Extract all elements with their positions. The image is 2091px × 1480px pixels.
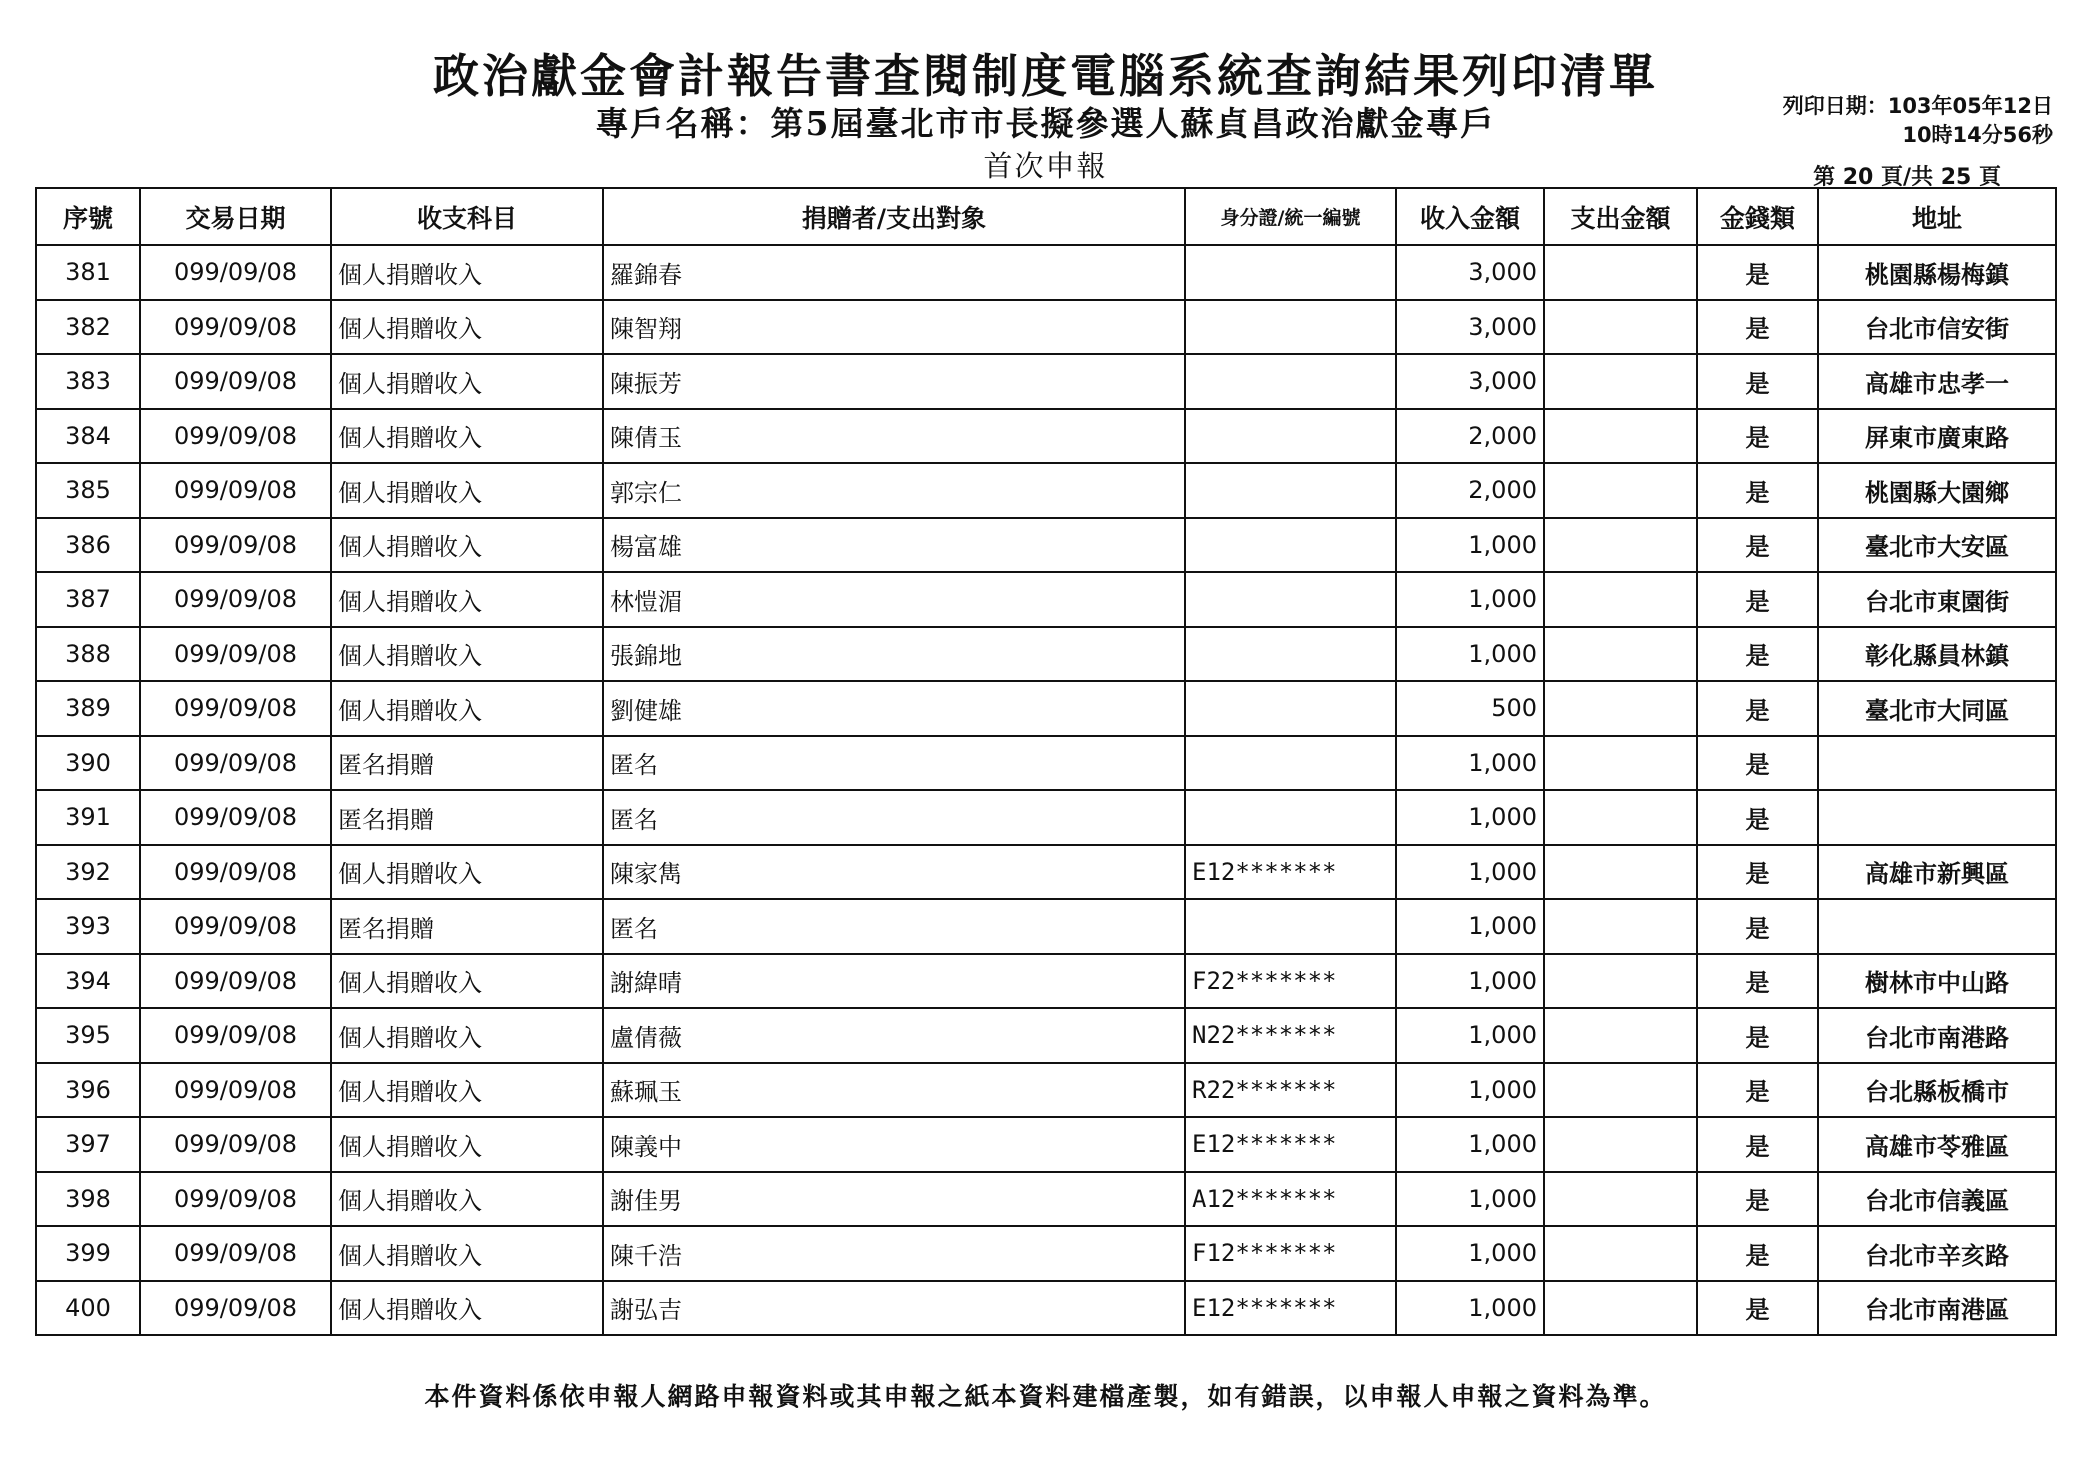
monetary-flag-cell: 是 bbox=[1697, 899, 1818, 954]
donor-name-cell: 陳智翔 bbox=[603, 300, 1185, 355]
id-number-cell bbox=[1185, 681, 1396, 736]
row-number-cell: 395 bbox=[36, 1008, 140, 1063]
transaction-date-cell: 099/09/08 bbox=[140, 790, 331, 845]
expense-amount-cell bbox=[1544, 245, 1697, 300]
donor-name-cell: 匿名 bbox=[603, 736, 1185, 791]
transaction-date-cell: 099/09/08 bbox=[140, 409, 331, 464]
column-header: 捐贈者/支出對象 bbox=[603, 188, 1185, 245]
expense-amount-cell bbox=[1544, 518, 1697, 573]
category-cell: 個人捐贈收入 bbox=[331, 300, 603, 355]
monetary-flag-cell: 是 bbox=[1697, 790, 1818, 845]
donor-name-cell: 陳倩玉 bbox=[603, 409, 1185, 464]
income-amount-cell: 1,000 bbox=[1396, 1008, 1544, 1063]
expense-amount-cell bbox=[1544, 300, 1697, 355]
category-cell: 個人捐贈收入 bbox=[331, 681, 603, 736]
expense-amount-cell bbox=[1544, 681, 1697, 736]
donor-name-cell: 劉健雄 bbox=[603, 681, 1185, 736]
table-row bbox=[36, 681, 2056, 736]
row-number-cell: 398 bbox=[36, 1172, 140, 1227]
row-number-cell: 393 bbox=[36, 899, 140, 954]
transaction-date-cell: 099/09/08 bbox=[140, 1172, 331, 1227]
income-amount-cell: 1,000 bbox=[1396, 954, 1544, 1009]
address-cell: 屏東市廣東路 bbox=[1818, 409, 2056, 464]
report-title: 政治獻金會計報告書查閱制度電腦系統查詢結果列印清單 bbox=[433, 49, 1658, 103]
transaction-date-cell: 099/09/08 bbox=[140, 1063, 331, 1118]
income-amount-cell: 1,000 bbox=[1396, 518, 1544, 573]
income-amount-cell: 1,000 bbox=[1396, 1226, 1544, 1281]
expense-amount-cell bbox=[1544, 1117, 1697, 1172]
monetary-flag-cell: 是 bbox=[1697, 572, 1818, 627]
monetary-flag-cell: 是 bbox=[1697, 681, 1818, 736]
id-number-cell bbox=[1185, 790, 1396, 845]
address-cell: 臺北市大安區 bbox=[1818, 518, 2056, 573]
column-header: 身分證/統一編號 bbox=[1185, 188, 1396, 245]
donor-name-cell: 陳千浩 bbox=[603, 1226, 1185, 1281]
id-number-cell: A12******* bbox=[1185, 1172, 1396, 1227]
id-number-cell bbox=[1185, 354, 1396, 409]
table-row bbox=[36, 572, 2056, 627]
address-cell bbox=[1818, 899, 2056, 954]
id-number-cell: F22******* bbox=[1185, 954, 1396, 1009]
expense-amount-cell bbox=[1544, 572, 1697, 627]
id-number-cell bbox=[1185, 409, 1396, 464]
category-cell: 個人捐贈收入 bbox=[331, 245, 603, 300]
row-number-cell: 386 bbox=[36, 518, 140, 573]
address-cell: 樹林市中山路 bbox=[1818, 954, 2056, 1009]
table-row bbox=[36, 1008, 2056, 1063]
transaction-date-cell: 099/09/08 bbox=[140, 954, 331, 1009]
address-cell: 彰化縣員林鎮 bbox=[1818, 627, 2056, 682]
category-cell: 個人捐贈收入 bbox=[331, 954, 603, 1009]
transaction-date-cell: 099/09/08 bbox=[140, 354, 331, 409]
id-number-cell bbox=[1185, 300, 1396, 355]
donor-name-cell: 陳家雋 bbox=[603, 845, 1185, 900]
expense-amount-cell bbox=[1544, 1172, 1697, 1227]
table-header-row bbox=[36, 188, 2056, 245]
expense-amount-cell bbox=[1544, 1063, 1697, 1118]
category-cell: 匿名捐贈 bbox=[331, 736, 603, 791]
category-cell: 匿名捐贈 bbox=[331, 899, 603, 954]
expense-amount-cell bbox=[1544, 627, 1697, 682]
donor-name-cell: 楊富雄 bbox=[603, 518, 1185, 573]
transaction-date-cell: 099/09/08 bbox=[140, 518, 331, 573]
transaction-date-cell: 099/09/08 bbox=[140, 1281, 331, 1336]
column-header: 收支科目 bbox=[331, 188, 603, 245]
address-cell bbox=[1818, 736, 2056, 791]
table-row bbox=[36, 409, 2056, 464]
category-cell: 個人捐贈收入 bbox=[331, 463, 603, 518]
transaction-date-cell: 099/09/08 bbox=[140, 899, 331, 954]
donor-name-cell: 蘇珮玉 bbox=[603, 1063, 1185, 1118]
id-number-cell bbox=[1185, 572, 1396, 627]
income-amount-cell: 3,000 bbox=[1396, 354, 1544, 409]
monetary-flag-cell: 是 bbox=[1697, 409, 1818, 464]
address-cell: 高雄市忠孝一 bbox=[1818, 354, 2056, 409]
monetary-flag-cell: 是 bbox=[1697, 518, 1818, 573]
category-cell: 個人捐贈收入 bbox=[331, 518, 603, 573]
donor-name-cell: 謝佳男 bbox=[603, 1172, 1185, 1227]
id-number-cell: E12******* bbox=[1185, 1117, 1396, 1172]
donor-name-cell: 林愷湄 bbox=[603, 572, 1185, 627]
category-cell: 匿名捐贈 bbox=[331, 790, 603, 845]
address-cell: 桃園縣楊梅鎮 bbox=[1818, 245, 2056, 300]
address-cell: 台北市南港區 bbox=[1818, 1281, 2056, 1336]
address-cell: 台北市信義區 bbox=[1818, 1172, 2056, 1227]
monetary-flag-cell: 是 bbox=[1697, 1117, 1818, 1172]
donor-name-cell: 張錦地 bbox=[603, 627, 1185, 682]
table-row bbox=[36, 899, 2056, 954]
table-row bbox=[36, 736, 2056, 791]
expense-amount-cell bbox=[1544, 954, 1697, 1009]
monetary-flag-cell: 是 bbox=[1697, 463, 1818, 518]
expense-amount-cell bbox=[1544, 845, 1697, 900]
category-cell: 個人捐贈收入 bbox=[331, 1117, 603, 1172]
address-cell: 台北市信安街 bbox=[1818, 300, 2056, 355]
table-row bbox=[36, 300, 2056, 355]
expense-amount-cell bbox=[1544, 1281, 1697, 1336]
address-cell: 高雄市苓雅區 bbox=[1818, 1117, 2056, 1172]
address-cell: 臺北市大同區 bbox=[1818, 681, 2056, 736]
transaction-date-cell: 099/09/08 bbox=[140, 681, 331, 736]
print-time: 10時14分56秒 bbox=[1902, 123, 2053, 147]
category-cell: 個人捐贈收入 bbox=[331, 1063, 603, 1118]
monetary-flag-cell: 是 bbox=[1697, 354, 1818, 409]
table-body bbox=[36, 245, 2056, 1335]
table-row bbox=[36, 1281, 2056, 1336]
income-amount-cell: 1,000 bbox=[1396, 572, 1544, 627]
address-cell: 台北市辛亥路 bbox=[1818, 1226, 2056, 1281]
id-number-cell bbox=[1185, 245, 1396, 300]
income-amount-cell: 1,000 bbox=[1396, 845, 1544, 900]
table-row bbox=[36, 954, 2056, 1009]
row-number-cell: 390 bbox=[36, 736, 140, 791]
id-number-cell: N22******* bbox=[1185, 1008, 1396, 1063]
expense-amount-cell bbox=[1544, 1008, 1697, 1063]
address-cell: 高雄市新興區 bbox=[1818, 845, 2056, 900]
table-row bbox=[36, 1117, 2056, 1172]
income-amount-cell: 1,000 bbox=[1396, 736, 1544, 791]
address-cell: 台北市南港路 bbox=[1818, 1008, 2056, 1063]
column-header: 收入金額 bbox=[1396, 188, 1544, 245]
category-cell: 個人捐贈收入 bbox=[331, 1226, 603, 1281]
row-number-cell: 399 bbox=[36, 1226, 140, 1281]
page-info: 第 20 頁/共 25 頁 bbox=[1813, 165, 2001, 190]
income-amount-cell: 3,000 bbox=[1396, 245, 1544, 300]
transaction-date-cell: 099/09/08 bbox=[140, 1008, 331, 1063]
donor-name-cell: 匿名 bbox=[603, 790, 1185, 845]
column-header: 地址 bbox=[1818, 188, 2056, 245]
category-cell: 個人捐贈收入 bbox=[331, 1172, 603, 1227]
transaction-date-cell: 099/09/08 bbox=[140, 300, 331, 355]
table-row bbox=[36, 245, 2056, 300]
income-amount-cell: 1,000 bbox=[1396, 1117, 1544, 1172]
income-amount-cell: 2,000 bbox=[1396, 409, 1544, 464]
donation-ledger-table bbox=[35, 187, 2057, 1336]
id-number-cell bbox=[1185, 463, 1396, 518]
row-number-cell: 388 bbox=[36, 627, 140, 682]
category-cell: 個人捐贈收入 bbox=[331, 409, 603, 464]
donor-name-cell: 謝弘吉 bbox=[603, 1281, 1185, 1336]
row-number-cell: 400 bbox=[36, 1281, 140, 1336]
monetary-flag-cell: 是 bbox=[1697, 954, 1818, 1009]
print-datetime bbox=[1673, 92, 2053, 150]
row-number-cell: 382 bbox=[36, 300, 140, 355]
donor-name-cell: 郭宗仁 bbox=[603, 463, 1185, 518]
category-cell: 個人捐贈收入 bbox=[331, 354, 603, 409]
column-header: 序號 bbox=[36, 188, 140, 245]
donor-name-cell: 盧倩薇 bbox=[603, 1008, 1185, 1063]
table-row bbox=[36, 1226, 2056, 1281]
row-number-cell: 396 bbox=[36, 1063, 140, 1118]
donor-name-cell: 陳振芳 bbox=[603, 354, 1185, 409]
address-cell: 台北縣板橋市 bbox=[1818, 1063, 2056, 1118]
disclaimer-note: 本件資料係依申報人網路申報資料或其申報之紙本資料建檔產製，如有錯誤，以申報人申報之資料為準。 bbox=[424, 1382, 1667, 1411]
id-number-cell: E12******* bbox=[1185, 845, 1396, 900]
id-number-cell bbox=[1185, 899, 1396, 954]
row-number-cell: 384 bbox=[36, 409, 140, 464]
id-number-cell bbox=[1185, 627, 1396, 682]
monetary-flag-cell: 是 bbox=[1697, 1063, 1818, 1118]
donor-name-cell: 匿名 bbox=[603, 899, 1185, 954]
table-row bbox=[36, 845, 2056, 900]
row-number-cell: 394 bbox=[36, 954, 140, 1009]
transaction-date-cell: 099/09/08 bbox=[140, 463, 331, 518]
address-cell: 桃園縣大園鄉 bbox=[1818, 463, 2056, 518]
column-header: 交易日期 bbox=[140, 188, 331, 245]
transaction-date-cell: 099/09/08 bbox=[140, 845, 331, 900]
expense-amount-cell bbox=[1544, 790, 1697, 845]
monetary-flag-cell: 是 bbox=[1697, 627, 1818, 682]
id-number-cell: R22******* bbox=[1185, 1063, 1396, 1118]
table-row bbox=[36, 790, 2056, 845]
account-name: 專戶名稱：第5屆臺北市市長擬參選人蘇貞昌政治獻金專戶 bbox=[595, 104, 1496, 143]
income-amount-cell: 1,000 bbox=[1396, 790, 1544, 845]
monetary-flag-cell: 是 bbox=[1697, 845, 1818, 900]
table-row bbox=[36, 1063, 2056, 1118]
donor-name-cell: 羅錦春 bbox=[603, 245, 1185, 300]
report-type: 首次申報 bbox=[983, 149, 1108, 183]
expense-amount-cell bbox=[1544, 899, 1697, 954]
income-amount-cell: 1,000 bbox=[1396, 1063, 1544, 1118]
monetary-flag-cell: 是 bbox=[1697, 1281, 1818, 1336]
transaction-date-cell: 099/09/08 bbox=[140, 1226, 331, 1281]
transaction-date-cell: 099/09/08 bbox=[140, 1117, 331, 1172]
transaction-date-cell: 099/09/08 bbox=[140, 627, 331, 682]
id-number-cell bbox=[1185, 518, 1396, 573]
income-amount-cell: 500 bbox=[1396, 681, 1544, 736]
row-number-cell: 391 bbox=[36, 790, 140, 845]
transaction-date-cell: 099/09/08 bbox=[140, 736, 331, 791]
row-number-cell: 397 bbox=[36, 1117, 140, 1172]
row-number-cell: 389 bbox=[36, 681, 140, 736]
table-row bbox=[36, 463, 2056, 518]
row-number-cell: 381 bbox=[36, 245, 140, 300]
income-amount-cell: 1,000 bbox=[1396, 1172, 1544, 1227]
donor-name-cell: 謝緯晴 bbox=[603, 954, 1185, 1009]
income-amount-cell: 1,000 bbox=[1396, 899, 1544, 954]
table-row bbox=[36, 627, 2056, 682]
id-number-cell: F12******* bbox=[1185, 1226, 1396, 1281]
row-number-cell: 383 bbox=[36, 354, 140, 409]
address-cell: 台北市東園街 bbox=[1818, 572, 2056, 627]
income-amount-cell: 2,000 bbox=[1396, 463, 1544, 518]
monetary-flag-cell: 是 bbox=[1697, 1008, 1818, 1063]
income-amount-cell: 1,000 bbox=[1396, 1281, 1544, 1336]
print-date: 列印日期：103年05年12日 bbox=[1782, 94, 2053, 118]
row-number-cell: 392 bbox=[36, 845, 140, 900]
row-number-cell: 387 bbox=[36, 572, 140, 627]
expense-amount-cell bbox=[1544, 409, 1697, 464]
income-amount-cell: 1,000 bbox=[1396, 627, 1544, 682]
table-row bbox=[36, 1172, 2056, 1227]
expense-amount-cell bbox=[1544, 463, 1697, 518]
column-header: 金錢類 bbox=[1697, 188, 1818, 245]
column-header: 支出金額 bbox=[1544, 188, 1697, 245]
table-row bbox=[36, 354, 2056, 409]
id-number-cell bbox=[1185, 736, 1396, 791]
address-cell bbox=[1818, 790, 2056, 845]
category-cell: 個人捐贈收入 bbox=[331, 572, 603, 627]
table-row bbox=[36, 518, 2056, 573]
monetary-flag-cell: 是 bbox=[1697, 245, 1818, 300]
transaction-date-cell: 099/09/08 bbox=[140, 245, 331, 300]
category-cell: 個人捐贈收入 bbox=[331, 627, 603, 682]
transaction-date-cell: 099/09/08 bbox=[140, 572, 331, 627]
monetary-flag-cell: 是 bbox=[1697, 300, 1818, 355]
expense-amount-cell bbox=[1544, 354, 1697, 409]
id-number-cell: E12******* bbox=[1185, 1281, 1396, 1336]
monetary-flag-cell: 是 bbox=[1697, 1172, 1818, 1227]
monetary-flag-cell: 是 bbox=[1697, 1226, 1818, 1281]
expense-amount-cell bbox=[1544, 736, 1697, 791]
expense-amount-cell bbox=[1544, 1226, 1697, 1281]
category-cell: 個人捐贈收入 bbox=[331, 1281, 603, 1336]
monetary-flag-cell: 是 bbox=[1697, 736, 1818, 791]
row-number-cell: 385 bbox=[36, 463, 140, 518]
donor-name-cell: 陳義中 bbox=[603, 1117, 1185, 1172]
category-cell: 個人捐贈收入 bbox=[331, 845, 603, 900]
income-amount-cell: 3,000 bbox=[1396, 300, 1544, 355]
category-cell: 個人捐贈收入 bbox=[331, 1008, 603, 1063]
